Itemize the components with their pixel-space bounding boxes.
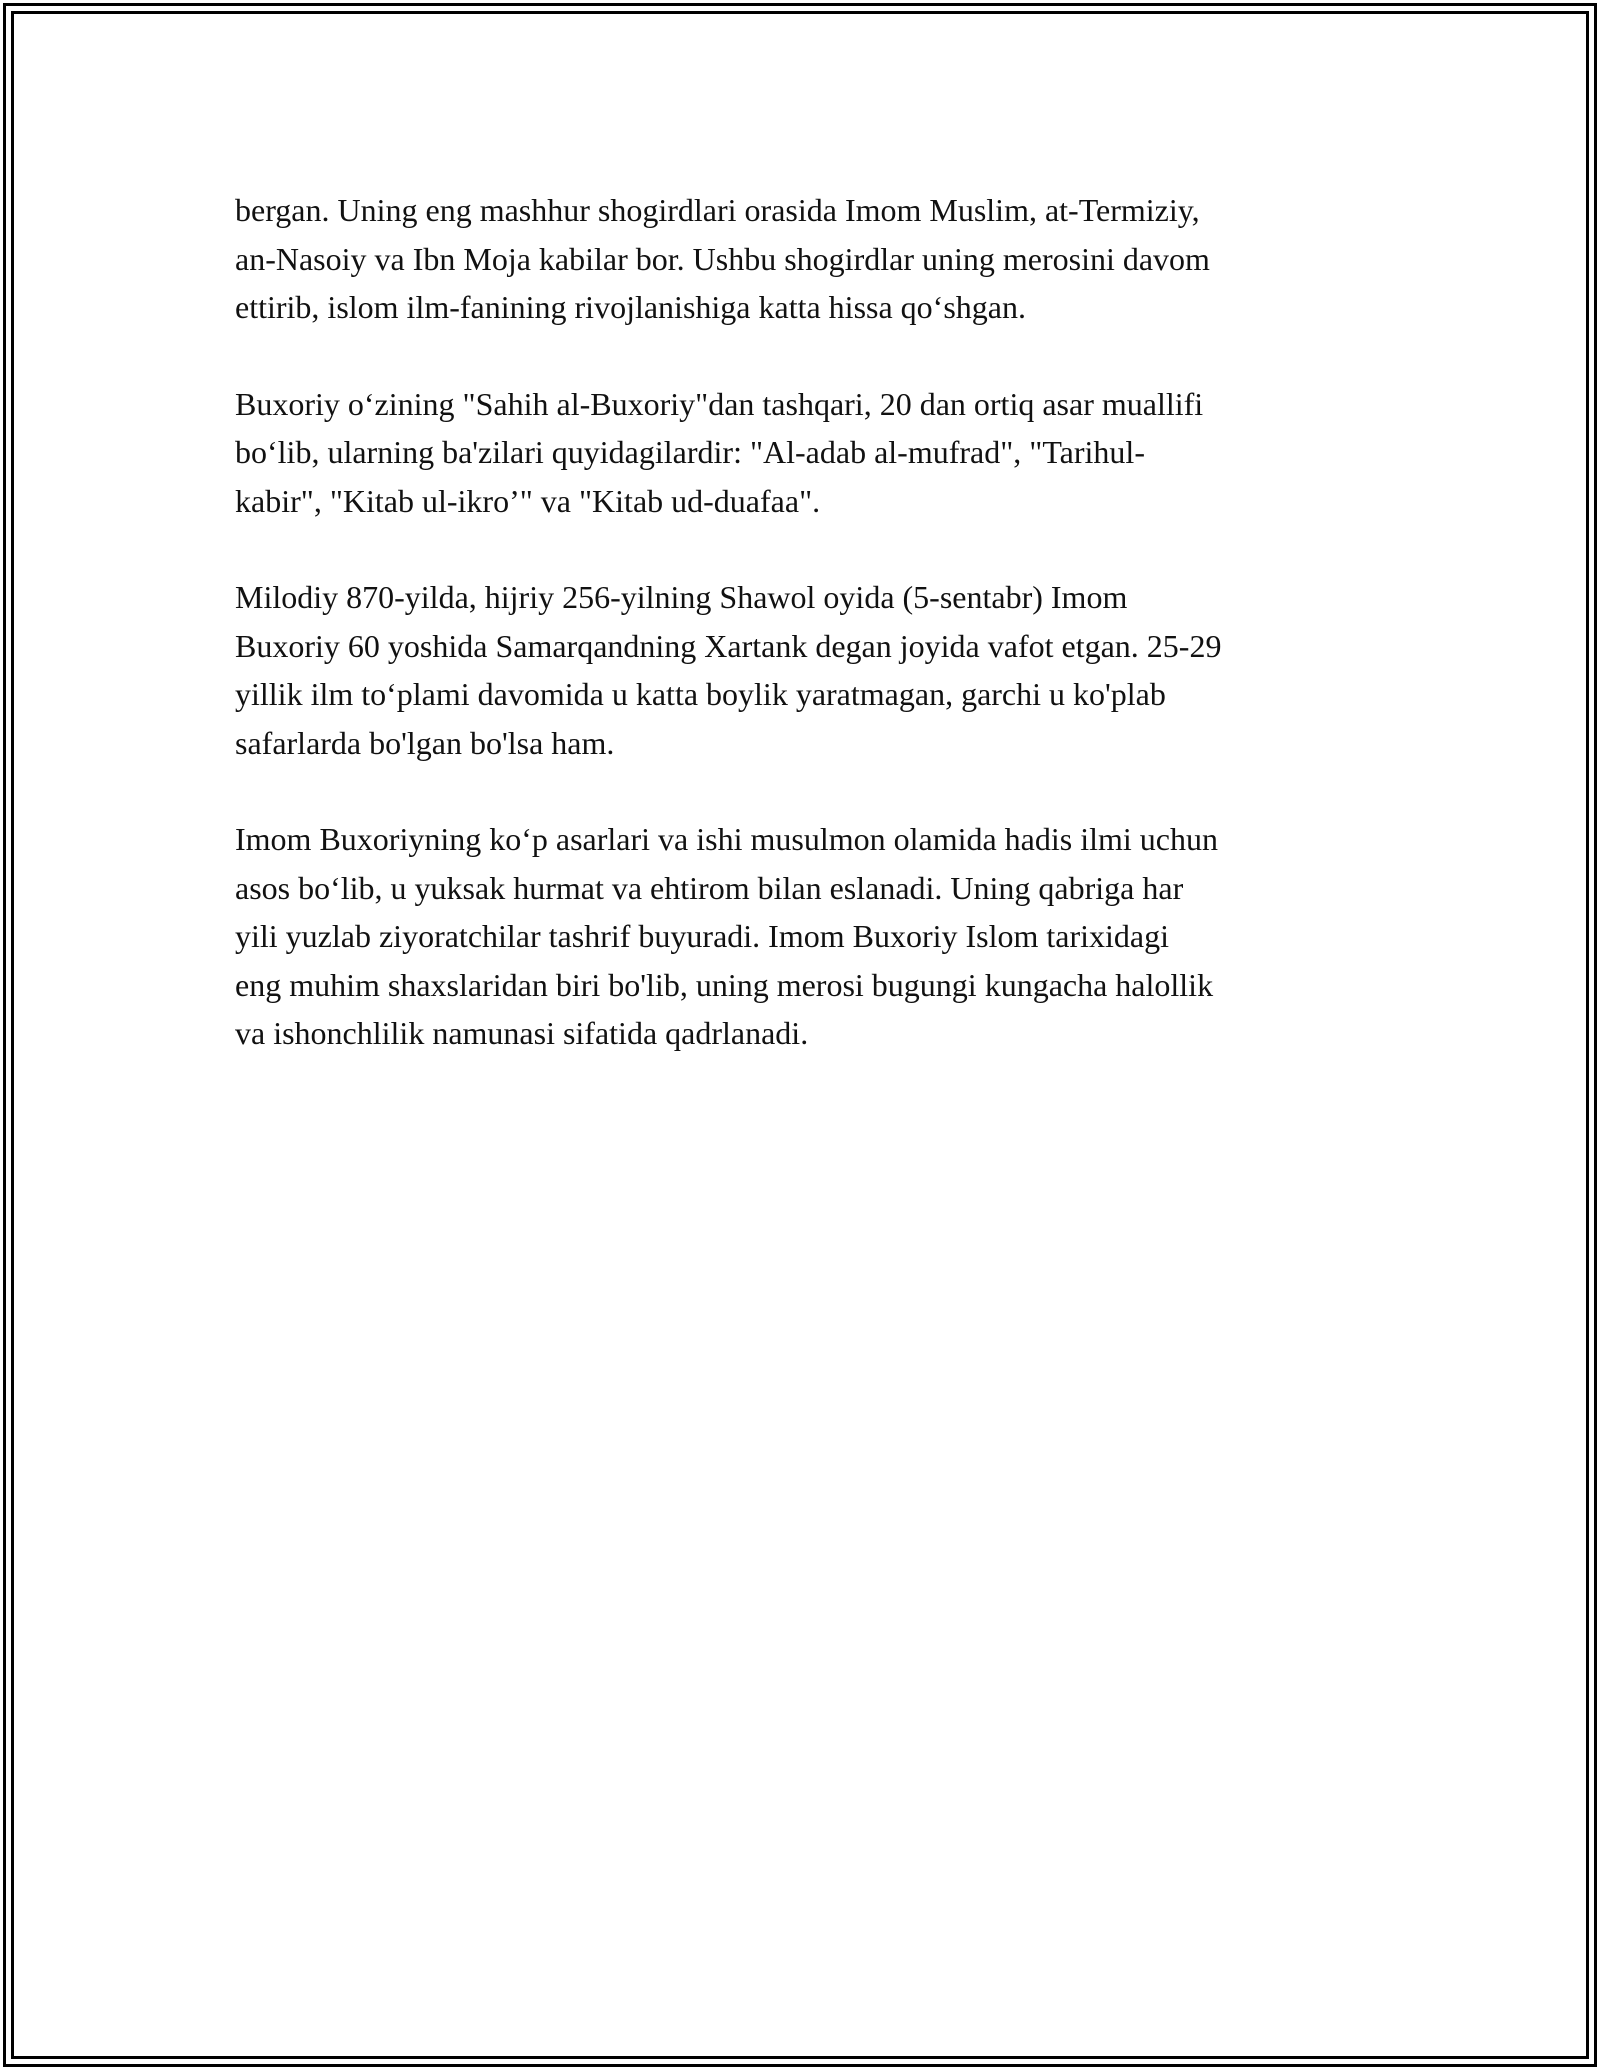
paragraph-works — [235, 380, 1375, 526]
text-line: Buxoriy 60 yoshida Samarqandning Xartank degan joyida vafot etgan. 25-29 — [235, 627, 1222, 664]
document-body — [235, 186, 1375, 1106]
text-line: yili yuzlab ziyoratchilar tashrif buyuradi. Imom Buxoriy Islom tarixidagi — [235, 918, 1169, 954]
text-line: va ishonchlilik namunasi sifatida qadrlanadi. — [235, 1015, 809, 1051]
text-line: yillik ilm to‘plami davomida u katta boylik yaratmagan, garchi u ko'plab — [235, 676, 1166, 712]
paragraph-legacy — [235, 815, 1375, 1058]
paragraph-death — [235, 573, 1375, 767]
text-line: ettirib, islom ilm-fanining rivojlanishiga katta hissa qo‘shgan. — [235, 289, 1026, 325]
text-line: kabir", "Kitab ul-ikro’" va "Kitab ud-duafaa". — [235, 482, 821, 519]
text-line: eng muhim shaxslaridan biri bo'lib, uning merosi bugungi kungacha halollik — [235, 966, 1214, 1003]
text-line: Imom Buxoriyning ko‘p asarlari va ishi musulmon olamida hadis ilmi uchun — [235, 821, 1218, 857]
text-line: Buxoriy o‘zining "Sahih al-Buxoriy"dan tashqari, 20 dan ortiq asar muallifi — [235, 385, 1204, 422]
text-line: asos bo‘lib, u yuksak hurmat va ehtirom bilan eslanadi. Uning qabriga har — [235, 869, 1184, 906]
text-line: bo‘lib, ularning ba'zilari quyidagilardir: "Al-adab al-mufrad", "Tarihul- — [235, 434, 1145, 470]
text-line: Milodiy 870-yilda, hijriy 256-yilning Shawol oyida (5-sentabr) Imom — [235, 579, 1128, 615]
text-line: an-Nasoiy va Ibn Moja kabilar bor. Ushbu shogirdlar uning merosini davom — [235, 240, 1210, 277]
text-line: bergan. Uning eng mashhur shogirdlari orasida Imom Muslim, at-Termiziy, — [235, 192, 1200, 228]
text-line: safarlarda bo'lgan bo'lsa ham. — [235, 724, 615, 761]
paragraph-students — [235, 186, 1375, 332]
